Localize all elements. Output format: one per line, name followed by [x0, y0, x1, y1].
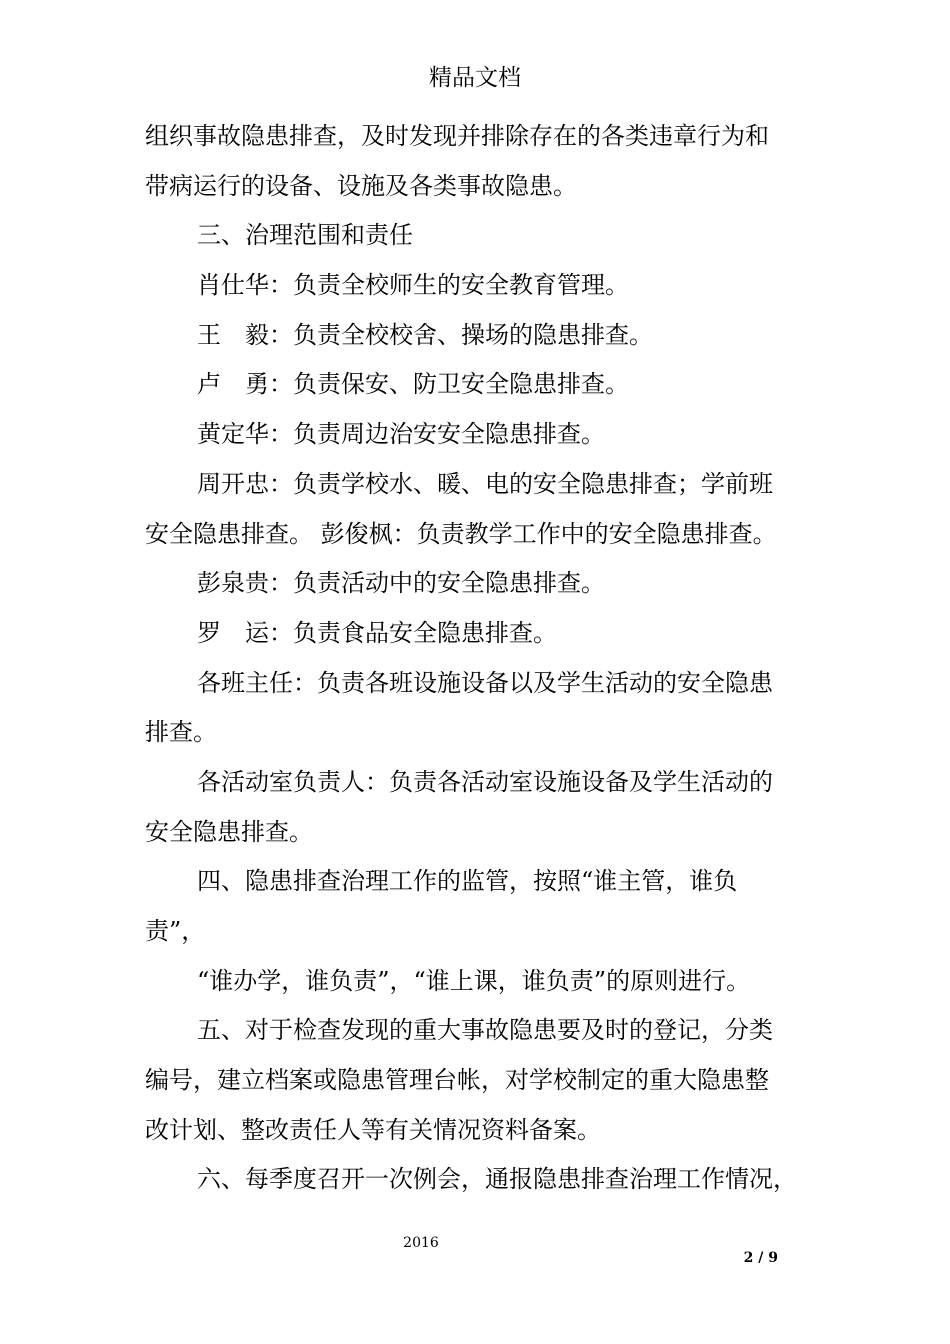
body-line: 组织事故隐患排查，及时发现并排除存在的各类违章行为和: [145, 122, 769, 150]
body-line: 改计划、整改责任人等有关情况资料备案。: [145, 1115, 601, 1144]
body-line: 王 毅：负责全校校舍、操场的隐患排查。: [197, 320, 653, 349]
section-heading: 四、隐患排查治理工作的监管，按照“谁主管，谁负: [197, 867, 738, 896]
body-line: 各班主任：负责各班设施设备以及学生活动的安全隐患: [197, 668, 773, 697]
body-line: 带病运行的设备、设施及各类事故隐患。: [145, 171, 577, 200]
body-line: 罗 运：负责食品安全隐患排查。: [197, 618, 557, 647]
page-header-title: 精品文档: [429, 65, 521, 91]
document-body: [145, 112, 815, 1205]
section-heading: 三、治理范围和责任: [197, 221, 413, 250]
footer-year: 2016: [403, 1235, 439, 1251]
body-line: 各活动室负责人：负责各活动室设施设备及学生活动的: [197, 767, 773, 796]
body-line: 卢 勇：负责保安、防卫安全隐患排查。: [197, 370, 629, 399]
body-line: 肖仕华：负责全校师生的安全教育管理。: [197, 271, 629, 300]
body-line: 责”，: [145, 917, 206, 945]
section-heading: 六、每季度召开一次例会，通报隐患排查治理工作情况，: [197, 1165, 797, 1194]
body-line: 排查。: [145, 718, 217, 747]
body-line: 彭泉贵：负责活动中的安全隐患排查。: [197, 569, 605, 598]
body-line: “谁办学，谁负责”，“谁上课，谁负责”的原则进行。: [197, 966, 751, 995]
body-line: 编号，建立档案或隐患管理台帐，对学校制定的重大隐患整: [145, 1066, 769, 1095]
page-number: 2 / 9: [743, 1250, 778, 1266]
body-line: 黄定华：负责周边治安安全隐患排查。: [197, 420, 605, 449]
body-line: 安全隐患排查。 彭俊枫：负责教学工作中的安全隐患排查。: [145, 519, 777, 548]
body-line: 安全隐患排查。: [145, 817, 313, 846]
body-line: 周开忠：负责学校水、暖、电的安全隐患排查；学前班: [197, 469, 773, 498]
section-heading: 五、对于检查发现的重大事故隐患要及时的登记，分类: [197, 1016, 773, 1045]
